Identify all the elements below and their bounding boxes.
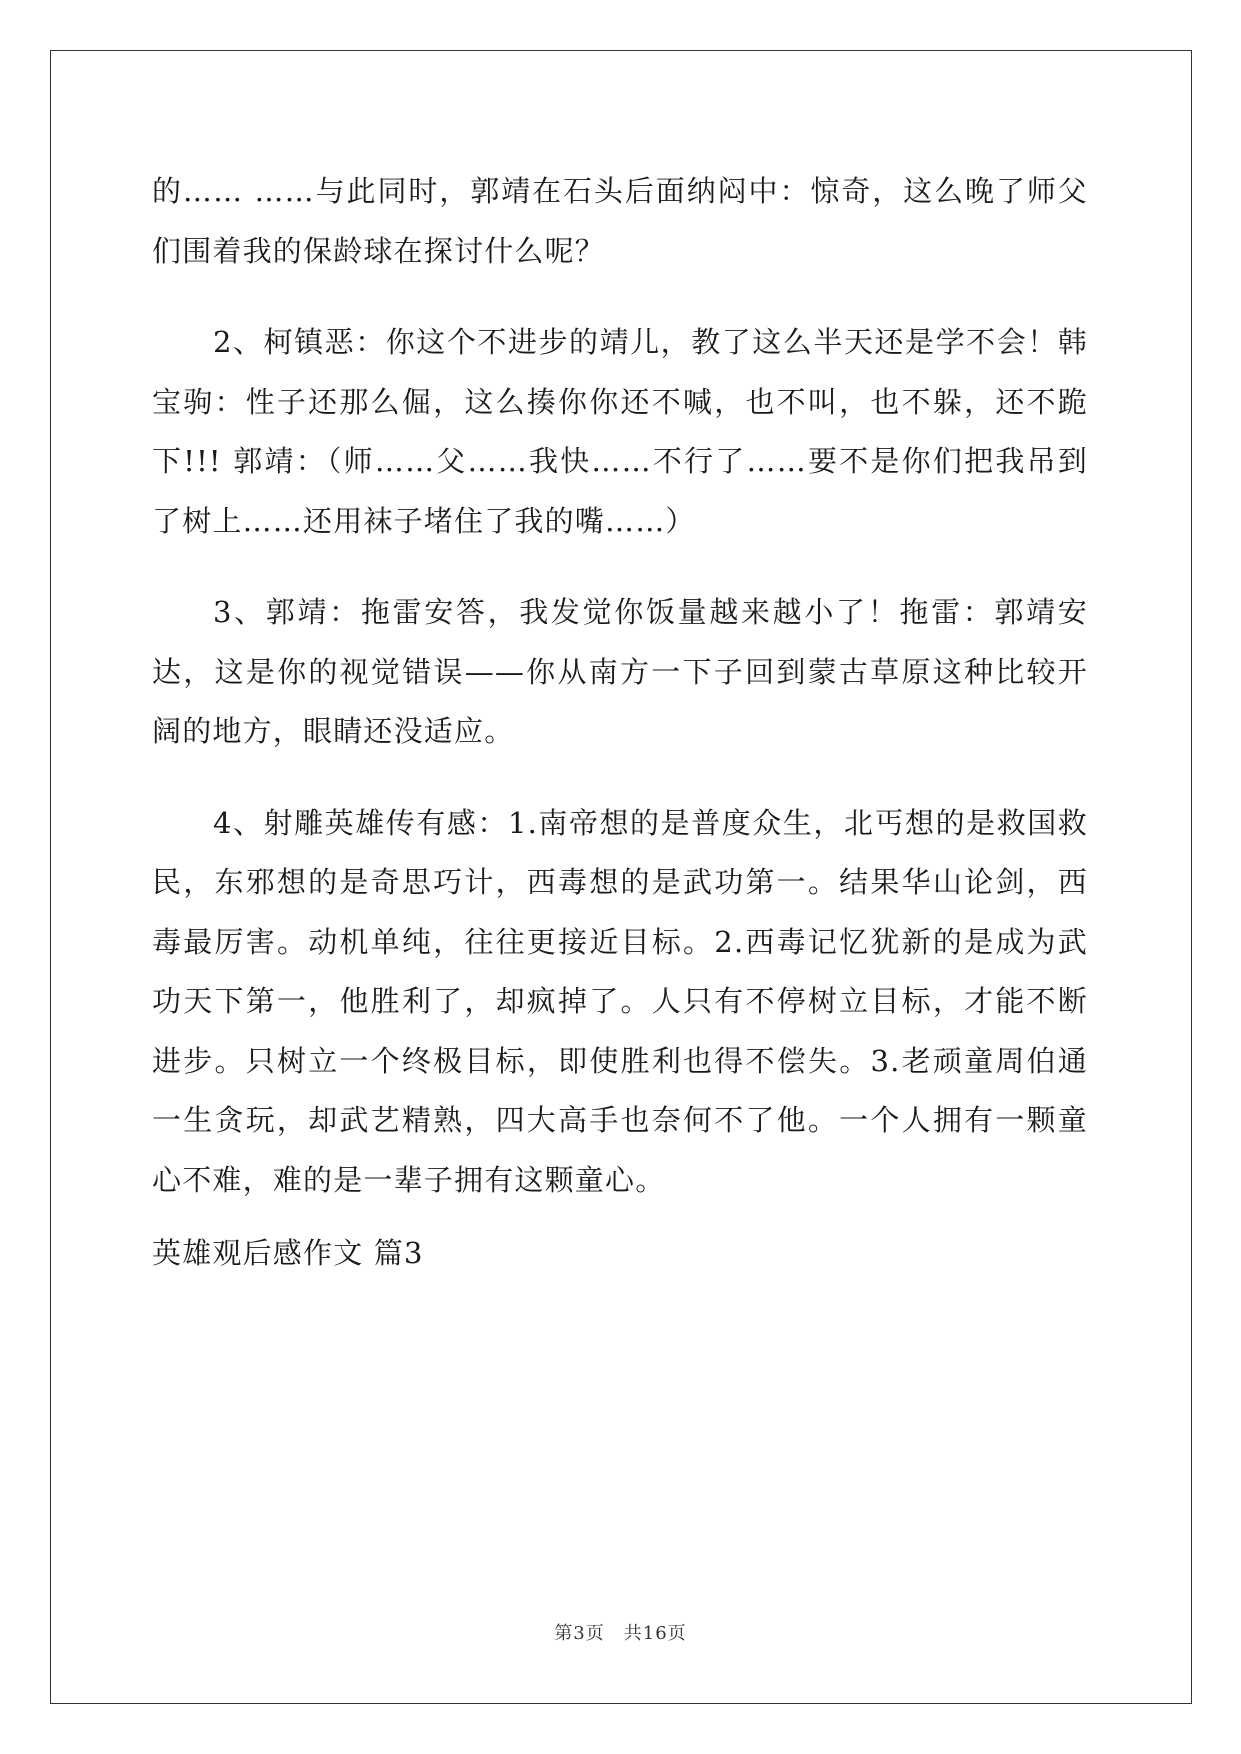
- paragraph-item-2: 2、柯镇恶：你这个不进步的靖儿，教了这么半天还是学不会！韩宝驹：性子还那么倔，这么揍你你还不喊，也不叫，也不躲，还不跪下!!! 郭靖：（师……父……我快……不行了……要不是你们把我吊到了树上……还用袜子堵住了我的嘴……）: [152, 325, 1088, 538]
- section-heading: 英雄观后感作文 篇3: [152, 1236, 424, 1270]
- page-footer: 第3页 共16页: [554, 1623, 687, 1644]
- document-body: [152, 162, 1088, 1284]
- paragraph-continuation: 的…… ……与此同时，郭靖在石头后面纳闷中：惊奇，这么晚了师父们围着我的保龄球在探讨什么呢？: [152, 174, 1088, 268]
- paragraph-item-4: 4、射雕英雄传有感：1.南帝想的是普度众生，北丐想的是救国救民，东邪想的是奇思巧计，西毒想的是武功第一。结果华山论剑，西毒最厉害。动机单纯，往往更接近目标。2.西毒记忆犹新的是成为武功天下第一，他胜利了，却疯掉了。人只有不停树立目标，才能不断进步。只树立一个终极目标，即使胜利也得不偿失。3.老顽童周伯通一生贪玩，却武艺精熟，四大高手也奈何不了他。一个人拥有一颗童心不难，难的是一辈子拥有这颗童心。: [152, 805, 1088, 1197]
- paragraph-item-3: 3、郭靖：拖雷安答，我发觉你饭量越来越小了！拖雷：郭靖安达，这是你的视觉错误——你从南方一下子回到蒙古草原这种比较开阔的地方，眼睛还没适应。: [152, 595, 1088, 748]
